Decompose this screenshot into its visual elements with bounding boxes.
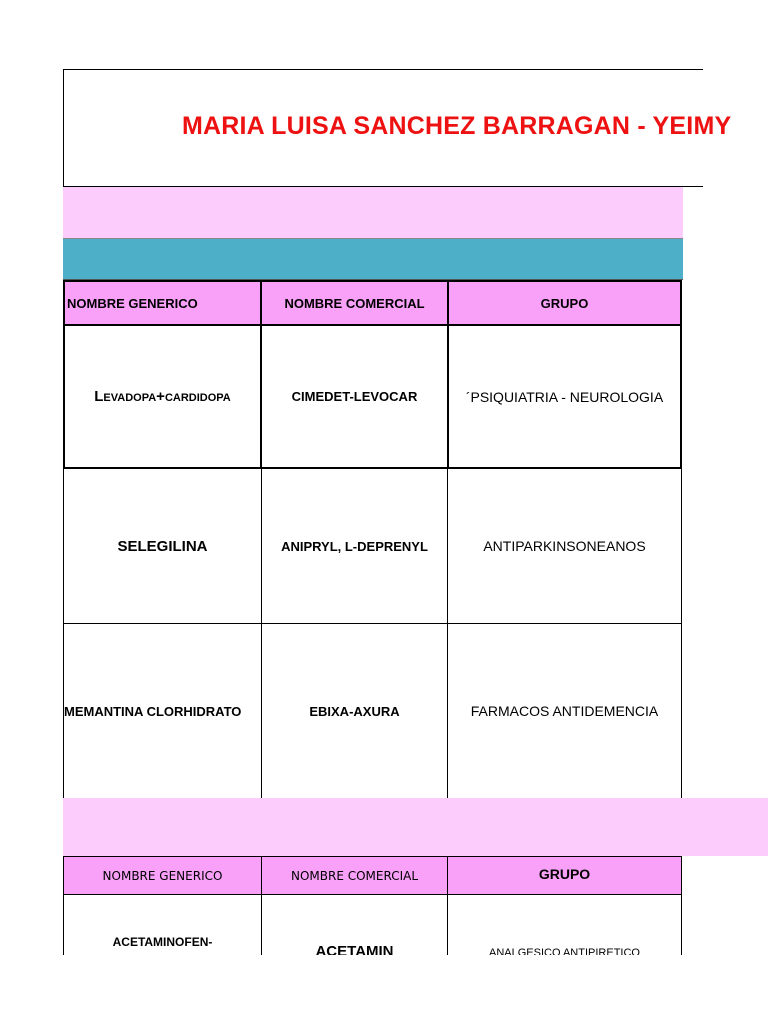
table2-header-comercial: NOMBRE COMERCIAL	[261, 856, 448, 895]
table2-header-generic: NOMBRE GENERICO	[63, 856, 262, 895]
table1-header-generic: NOMBRE GENERICO	[63, 280, 262, 326]
table1-row2-grupo: ANTIPARKINSONEANOS	[447, 468, 682, 624]
table1-row3-grupo: FARMACOS ANTIDEMENCIA	[447, 623, 682, 799]
table1-row3-comercial: EBIXA-AXURA	[261, 623, 448, 799]
table1-header-comercial: NOMBRE COMERCIAL	[260, 280, 449, 326]
table2-header-grupo: GRUPO	[447, 856, 682, 895]
table1-row1-grupo: ´PSIQUIATRIA - NEUROLOGIA	[447, 324, 682, 469]
table1-row1-generic: Levadopa+cardidopa	[63, 324, 262, 469]
table2-row1-generic: ACETAMINOFEN-	[63, 894, 262, 955]
table1-row2-comercial: ANIPRYL, L-DEPRENYL	[261, 468, 448, 624]
table1-row3-generic: MEMANTINA CLORHIDRATO	[63, 623, 262, 799]
table2-row1-comercial: ACETAMIN	[261, 894, 448, 955]
pink-band	[63, 187, 683, 238]
table2-row1-grupo: ANALGESICO ANTIPIRETICO	[447, 894, 682, 955]
page-title: MARIA LUISA SANCHEZ BARRAGAN - YEIMY	[182, 112, 732, 140]
teal-band	[63, 238, 683, 280]
pink-band-2	[63, 798, 768, 856]
table1-row2-generic: SELEGILINA	[63, 468, 262, 624]
table1-header-grupo: GRUPO	[447, 280, 682, 326]
table1-row1-comercial: CIMEDET-LEVOCAR	[260, 324, 449, 469]
